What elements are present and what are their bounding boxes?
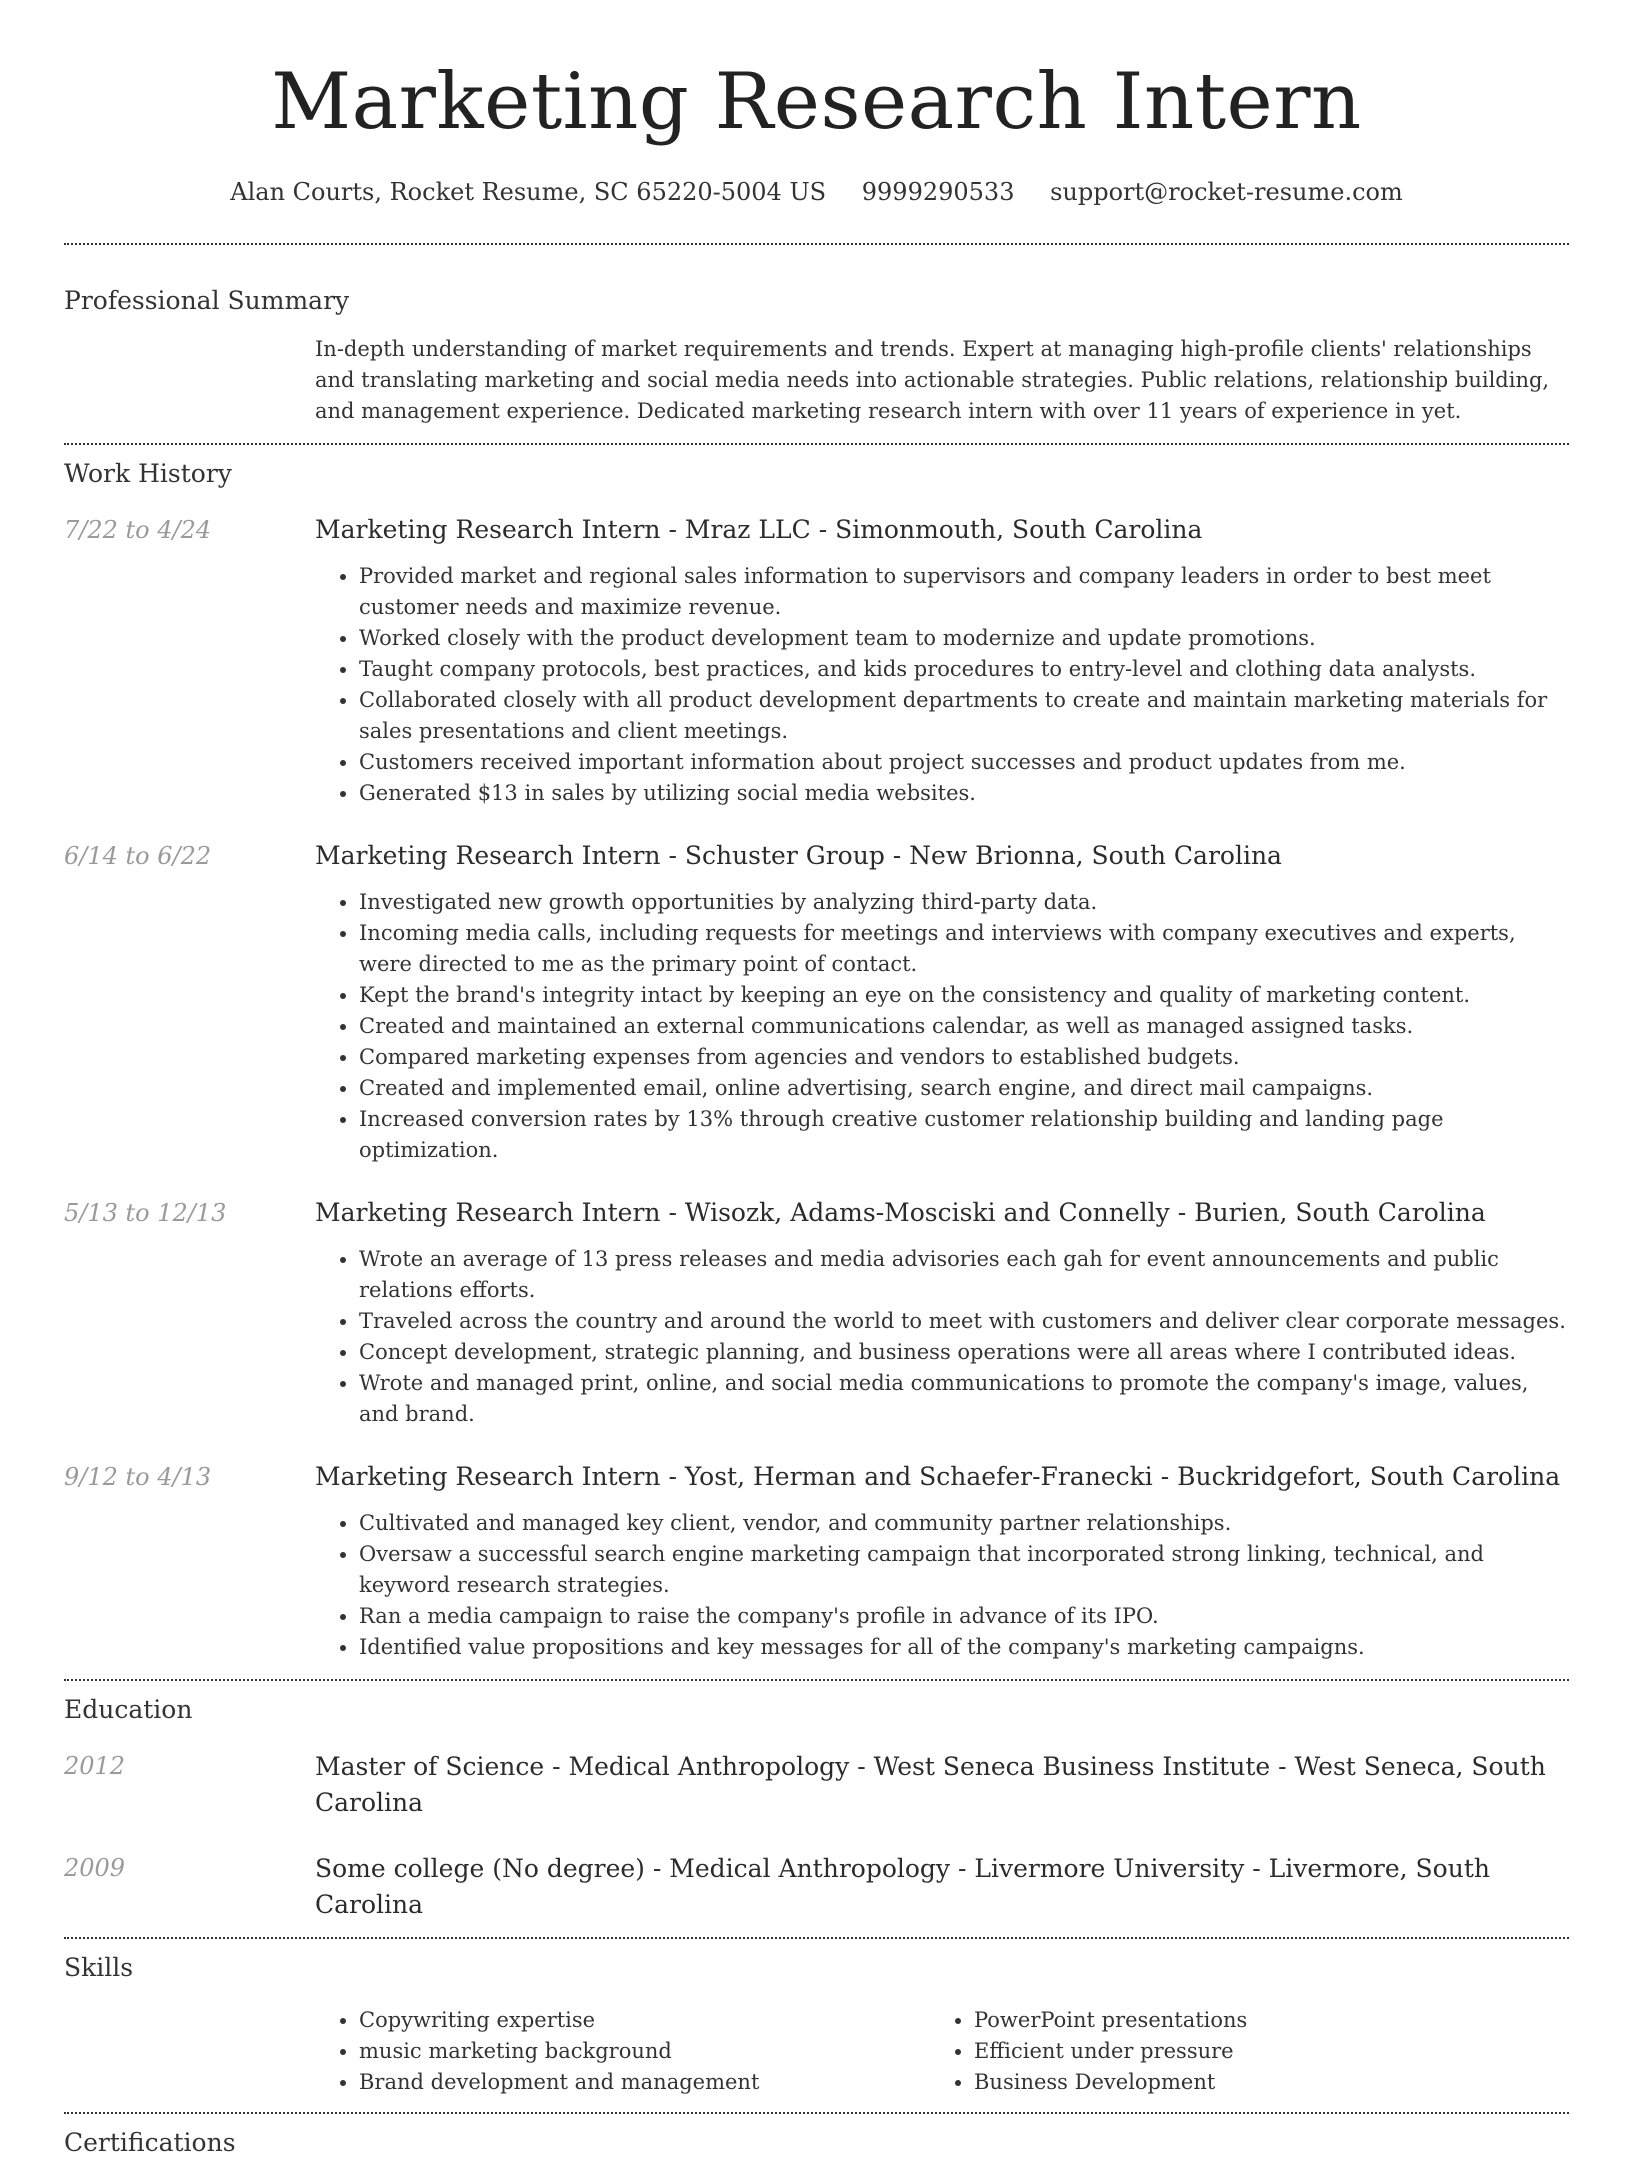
- contact-address: Alan Courts, Rocket Resume, SC 65220-5004 US: [230, 178, 827, 206]
- list-item: • Provided market and regional sales information to supervisors and company leaders in order to best meet customer needs and maximize revenue.: [359, 561, 1569, 623]
- job-title: Marketing Research Intern - Schuster Group - New Brionna, South Carolina: [315, 841, 1282, 870]
- job-dates: 7/22 to 4/24: [64, 516, 212, 544]
- skill-item: • Brand development and management: [359, 2067, 930, 2098]
- section-title-work-history: Work History: [64, 459, 232, 488]
- skill-item: • Efficient under pressure: [974, 2036, 1545, 2067]
- list-item: • Taught company protocols, best practices, and kids procedures to entry-level and clothing data analysts.: [359, 654, 1569, 685]
- list-item: • Investigated new growth opportunities by analyzing third-party data.: [359, 887, 1569, 918]
- list-item: • Identified value propositions and key messages for all of the company's marketing campaigns.: [359, 1632, 1569, 1663]
- list-item: • Cultivated and managed key client, vendor, and community partner relationships.: [359, 1508, 1569, 1539]
- job-entry: [64, 1196, 1569, 1430]
- summary-text: In-depth understanding of market requirements and trends. Expert at managing high-profile clients' relationships and translating marketing and social media needs into actionable strategies. Public relations, relationship building, and management experience. Dedicated marketing research intern with over 11 years of experience in yet.: [315, 337, 1550, 423]
- job-entry: [64, 1460, 1569, 1663]
- education-year: 2012: [64, 1752, 126, 1780]
- skill-item: • PowerPoint presentations: [974, 2005, 1545, 2036]
- list-item: • Traveled across the country and around the world to meet with customers and deliver clear corporate messages.: [359, 1306, 1569, 1337]
- section-title-certifications: Certifications: [64, 2128, 236, 2157]
- job-dates: 6/14 to 6/22: [64, 842, 212, 870]
- job-entry: [64, 839, 1569, 1166]
- list-item: • Ran a media campaign to raise the company's profile in advance of its IPO.: [359, 1601, 1569, 1632]
- list-item: • Created and maintained an external communications calendar, as well as managed assigned tasks.: [359, 1011, 1569, 1042]
- education-year: 2009: [64, 1854, 126, 1882]
- job-title: Marketing Research Intern - Mraz LLC - Simonmouth, South Carolina: [315, 515, 1203, 544]
- resume-name: Marketing Research Intern: [271, 57, 1362, 147]
- education-title: Some college (No degree) - Medical Anthropology - Livermore University - Livermore, South Carolina: [315, 1854, 1490, 1919]
- education-section: [64, 1681, 1569, 1923]
- list-item: • Compared marketing expenses from agencies and vendors to established budgets.: [359, 1042, 1569, 1073]
- skills-column-right: [930, 2005, 1545, 2098]
- summary-section: [64, 245, 1569, 427]
- skill-item: • Business Development: [974, 2067, 1545, 2098]
- education-title: Master of Science - Medical Anthropology - West Seneca Business Institute - West Seneca, South Carolina: [315, 1752, 1546, 1817]
- skills-section: [64, 1939, 1569, 2098]
- list-item: • Concept development, strategic planning, and business operations were all areas where I contributed ideas.: [359, 1337, 1569, 1368]
- certifications-section: [64, 2114, 1569, 2160]
- job-bullets: [315, 1244, 1569, 1430]
- section-title-summary: Professional Summary: [64, 286, 350, 315]
- job-bullets: [315, 1508, 1569, 1663]
- skill-item: • Copywriting expertise: [359, 2005, 930, 2036]
- job-bullets: [315, 561, 1569, 809]
- job-dates: 9/12 to 4/13: [64, 1463, 212, 1491]
- list-item: • Wrote and managed print, online, and social media communications to promote the company's image, values, and brand.: [359, 1368, 1569, 1430]
- job-bullets: [315, 887, 1569, 1166]
- list-item: • Kept the brand's integrity intact by keeping an eye on the consistency and quality of marketing content.: [359, 980, 1569, 1011]
- section-title-education: Education: [64, 1695, 193, 1724]
- skills-list: [315, 2005, 1569, 2098]
- list-item: • Customers received important information about project successes and product updates from me.: [359, 747, 1569, 778]
- contact-email: support@rocket-resume.com: [1050, 178, 1403, 206]
- job-dates: 5/13 to 12/13: [64, 1199, 227, 1227]
- list-item: • Created and implemented email, online advertising, search engine, and direct mail campaigns.: [359, 1073, 1569, 1104]
- job-title: Marketing Research Intern - Yost, Herman and Schaefer-Franecki - Buckridgefort, South Carolina: [315, 1462, 1561, 1491]
- contact-line: [64, 176, 1569, 208]
- contact-phone: 9999290533: [861, 178, 1015, 206]
- skills-column-left: [315, 2005, 930, 2098]
- list-item: • Worked closely with the product development team to modernize and update promotions.: [359, 623, 1569, 654]
- work-history-section: [64, 445, 1569, 1663]
- list-item: • Incoming media calls, including requests for meetings and interviews with company executives and experts, were directed to me as the primary point of contact.: [359, 918, 1569, 980]
- list-item: • Collaborated closely with all product development departments to create and maintain marketing materials for sales presentations and client meetings.: [359, 685, 1569, 747]
- education-entry: [64, 1851, 1569, 1923]
- list-item: • Wrote an average of 13 press releases and media advisories each gah for event announcements and public relations efforts.: [359, 1244, 1569, 1306]
- list-item: • Generated $13 in sales by utilizing social media websites.: [359, 778, 1569, 809]
- list-item: • Increased conversion rates by 13% through creative customer relationship building and landing page optimization.: [359, 1104, 1569, 1166]
- list-item: • Oversaw a successful search engine marketing campaign that incorporated strong linking, technical, and keyword research strategies.: [359, 1539, 1569, 1601]
- section-title-skills: Skills: [64, 1953, 134, 1982]
- education-entry: [64, 1749, 1569, 1821]
- skill-item: • music marketing background: [359, 2036, 930, 2067]
- job-title: Marketing Research Intern - Wisozk, Adams-Mosciski and Connelly - Burien, South Carolina: [315, 1198, 1486, 1227]
- job-entry: [64, 513, 1569, 809]
- resume-page: [64, 0, 1569, 2160]
